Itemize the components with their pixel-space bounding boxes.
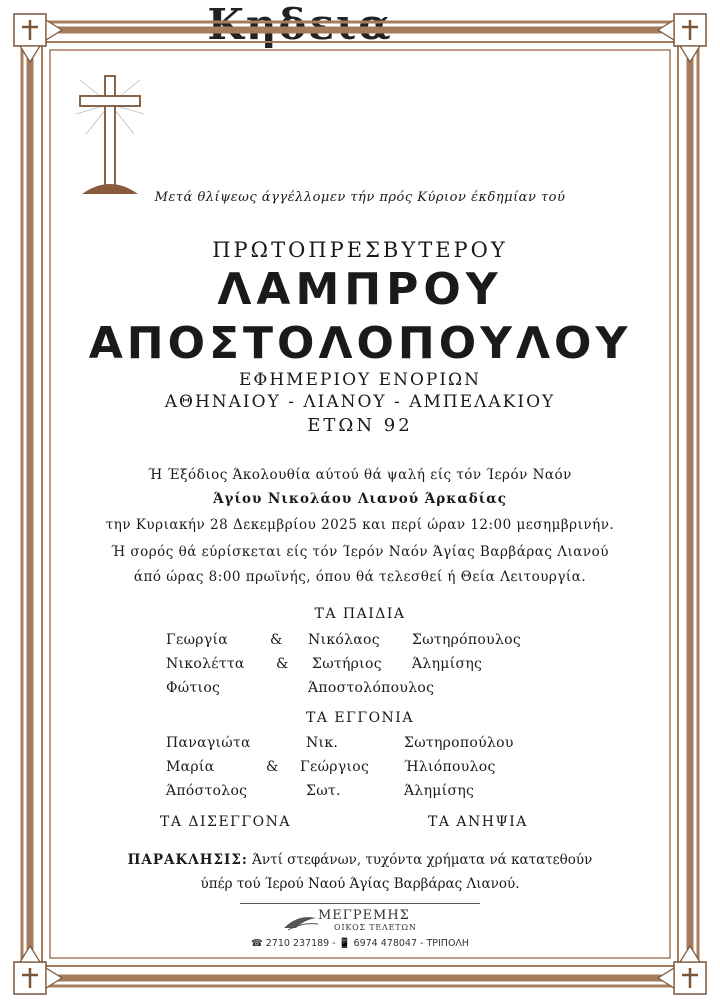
great-grandchildren-heading: ΤΑ ΔΙΣΕΓΓΟΝΑ (160, 814, 291, 830)
list-item: Άλημίσης (404, 783, 475, 799)
intro-text: Μετά θλίψεως άγγέλλομεν τήν πρός Κύριον έκδημίαν τού (154, 190, 566, 205)
nephews-heading: ΤΑ ΑΝΗΨΙΑ (428, 814, 528, 830)
list-item: Άπόστολος (166, 783, 248, 799)
funeral-home-name: ΜΕΓΡΕΜΗΣ (318, 908, 410, 923)
deceased-age: ΕΤΩΝ 92 (307, 415, 413, 436)
request-line-1 (60, 852, 660, 868)
list-item: Παναγιώτα (166, 735, 251, 751)
list-item: Σωτήριος (312, 656, 382, 672)
request-label: ΠΑΡΑΚΛΗΣΙΣ: (127, 852, 248, 868)
list-item: Νικ. (306, 735, 339, 751)
list-item: Σωτηροπούλου (404, 735, 514, 751)
service-line-1: Ή Έξόδιος Άκολουθία αύτού θά ψαλή είς τόν Ίερόν Ναόν (148, 467, 572, 483)
list-item: Γεωργία (166, 632, 229, 648)
deceased-parishes: ΑΘΗΝΑΙΟΥ - ΛΙΑΝΟΥ - ΑΜΠΕΛΑΚΙΟΥ (164, 392, 556, 412)
deceased-rank: ΠΡΩΤΟΠΡΕΣΒΥΤΕΡΟΥ (212, 238, 508, 262)
list-item: Φώτιος (166, 680, 221, 696)
page-title: Κηδεια (207, 0, 393, 49)
service-date: την Κυριακήν 28 Δεκεμβρίου 2025 και περί ώραν 12:00 μεσημβρινήν. (105, 517, 615, 533)
deceased-first-name: ΛΑΜΠΡΟΥ (217, 264, 503, 315)
funeral-home-subtitle: ΟΙΚΟΣ ΤΕΛΕΤΩΝ (334, 923, 417, 932)
list-item: Ήλιόπουλος (404, 759, 496, 775)
grandchildren-heading: ΤΑ ΕΓΓΟΝΙΑ (306, 710, 414, 726)
service-church: Άγίου Νικολάου Λιανού Άρκαδίας (213, 491, 507, 507)
list-item: Νικόλαος (308, 632, 380, 648)
divider (240, 903, 480, 904)
list-item: Άλημίσης (412, 656, 483, 672)
children-heading: ΤΑ ΠΑΙΔΙΑ (314, 606, 406, 622)
cross-icon (74, 74, 146, 198)
funeral-home-contact: ☎ 2710 237189 - 📱 6974 478047 - ΤΡΙΠΟΛΗ (250, 938, 470, 949)
service-line-4: Ή σορός θά εύρίσκεται είς τόν Ίερόν Ναόν Άγίας Βαρβάρας Λιανού (111, 544, 609, 560)
list-item: & (276, 656, 289, 672)
list-item: Σωτ. (306, 783, 341, 799)
list-item: Νικολέττα (166, 656, 245, 672)
request-text: Άντί στεφάνων, τυχόντα χρήματα νά κατατεθούν (252, 852, 593, 868)
list-item: Γεώργιος (300, 759, 370, 775)
deceased-role: ΕΦΗΜΕΡΙΟΥ ΕΝΟΡΙΩΝ (238, 370, 482, 390)
deceased-last-name: ΑΠΟΣΤΟΛΟΠΟΥΛΟΥ (88, 318, 632, 369)
service-line-5: άπό ώρας 8:00 πρωϊνής, όπου θά τελεσθεί ή Θεία Λειτουργία. (133, 569, 587, 585)
request-line-2: ύπέρ τού Ίερού Ναού Άγίας Βαρβάρας Λιανού. (200, 876, 520, 892)
list-item: & (266, 759, 279, 775)
list-item: & (270, 632, 283, 648)
list-item: Σωτηρόπουλος (412, 632, 521, 648)
list-item: Άποστολόπουλος (308, 680, 435, 696)
list-item: Μαρία (166, 759, 215, 775)
